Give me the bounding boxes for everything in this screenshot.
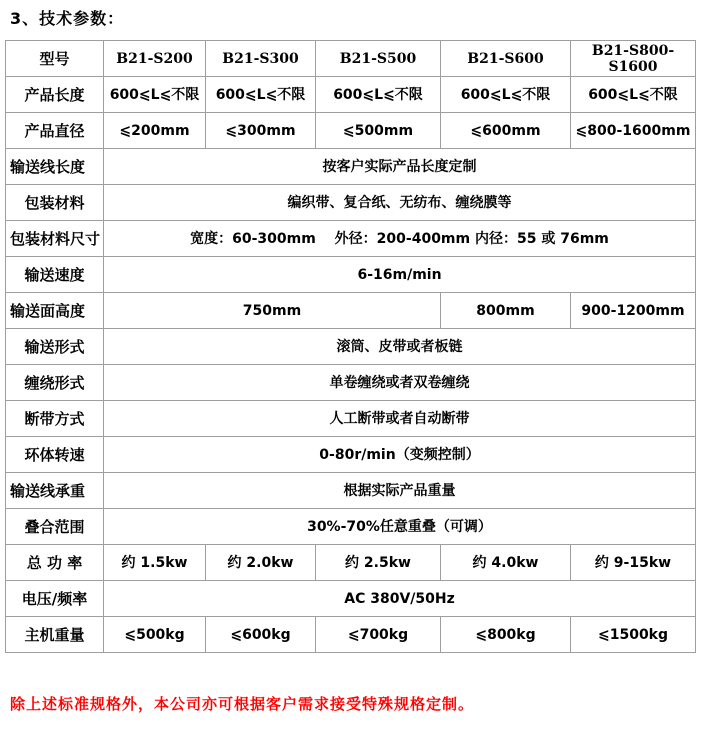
conveyor-length-value: 按客户实际产品长度定制 — [104, 149, 696, 185]
total-power-label: 总 功 率 — [6, 545, 104, 581]
table-row-surface-height — [6, 293, 696, 329]
table-row-conveyor-length — [6, 149, 696, 185]
voltage-label: 电压/频率 — [6, 581, 104, 617]
table-row-weight — [6, 617, 696, 653]
section-heading: 3、技术参数： — [10, 9, 125, 28]
weight-cell: ⩽800kg — [441, 617, 571, 653]
ring-speed-label: 环体转速 — [6, 437, 104, 473]
model-cell: B21-S200 — [104, 41, 206, 77]
model-cell: B21-S500 — [316, 41, 441, 77]
model-cell: B21-S600 — [441, 41, 571, 77]
product-diameter-cell: ⩽500mm — [316, 113, 441, 149]
model-label: 型号 — [6, 41, 104, 77]
weight-label: 主机重量 — [6, 617, 104, 653]
total-power-cell: 约 2.0kw — [206, 545, 316, 581]
spec-table — [5, 40, 696, 653]
wrap-type-label: 缠绕形式 — [6, 365, 104, 401]
table-row-overlap-range — [6, 509, 696, 545]
total-power-cell: 约 1.5kw — [104, 545, 206, 581]
conveyor-load-label: 输送线承重 — [6, 473, 104, 509]
ring-speed-value: 0-80r/min（变频控制） — [104, 437, 696, 473]
surface-height-label: 输送面高度 — [6, 293, 104, 329]
table-row-model — [6, 41, 696, 77]
weight-cell: ⩽600kg — [206, 617, 316, 653]
surface-height-cell: 750mm — [104, 293, 441, 329]
conveyor-length-label: 输送线长度 — [6, 149, 104, 185]
wrap-type-value: 单卷缠绕或者双卷缠绕 — [104, 365, 696, 401]
weight-cell: ⩽500kg — [104, 617, 206, 653]
total-power-cell: 约 4.0kw — [441, 545, 571, 581]
conveyor-type-value: 滚筒、皮带或者板链 — [104, 329, 696, 365]
surface-height-cell: 800mm — [441, 293, 571, 329]
cut-method-value: 人工断带或者自动断带 — [104, 401, 696, 437]
total-power-cell: 约 2.5kw — [316, 545, 441, 581]
model-cell: B21-S300 — [206, 41, 316, 77]
cut-method-label: 断带方式 — [6, 401, 104, 437]
conveyor-type-label: 输送形式 — [6, 329, 104, 365]
table-row-conveyor-speed — [6, 257, 696, 293]
voltage-value: AC 380V/50Hz — [104, 581, 696, 617]
conveyor-speed-value: 6-16m/min — [104, 257, 696, 293]
overlap-range-value: 30%-70%任意重叠（可调） — [104, 509, 696, 545]
table-row-packing-material — [6, 185, 696, 221]
table-row-ring-speed — [6, 437, 696, 473]
table-row-total-power — [6, 545, 696, 581]
surface-height-cell: 900-1200mm — [571, 293, 696, 329]
product-length-cell: 600⩽L⩽不限 — [441, 77, 571, 113]
table-row-packing-size — [6, 221, 696, 257]
table-row-conveyor-load — [6, 473, 696, 509]
table-row-product-diameter — [6, 113, 696, 149]
product-diameter-label: 产品直径 — [6, 113, 104, 149]
product-length-cell: 600⩽L⩽不限 — [571, 77, 696, 113]
packing-size-label: 包装材料尺寸 — [6, 221, 104, 257]
table-row-conveyor-type — [6, 329, 696, 365]
custom-spec-note: 除上述标准规格外，本公司亦可根据客户需求接受特殊规格定制。 — [10, 695, 475, 713]
model-cell: B21-S800-S1600 — [571, 41, 696, 77]
product-diameter-cell: ⩽200mm — [104, 113, 206, 149]
packing-material-value: 编织带、复合纸、无纺布、缠绕膜等 — [104, 185, 696, 221]
conveyor-speed-label: 输送速度 — [6, 257, 104, 293]
table-row-voltage — [6, 581, 696, 617]
conveyor-load-value: 根据实际产品重量 — [104, 473, 696, 509]
product-length-label: 产品长度 — [6, 77, 104, 113]
table-row-product-length — [6, 77, 696, 113]
weight-cell: ⩽700kg — [316, 617, 441, 653]
product-length-cell: 600⩽L⩽不限 — [104, 77, 206, 113]
packing-size-value: 宽度：60-300mm 外径：200-400mm 内径：55 或 76mm — [104, 221, 696, 257]
product-diameter-cell: ⩽600mm — [441, 113, 571, 149]
table-row-cut-method — [6, 401, 696, 437]
product-diameter-cell: ⩽800-1600mm — [571, 113, 696, 149]
product-length-cell: 600⩽L⩽不限 — [206, 77, 316, 113]
overlap-range-label: 叠合范围 — [6, 509, 104, 545]
packing-material-label: 包装材料 — [6, 185, 104, 221]
product-diameter-cell: ⩽300mm — [206, 113, 316, 149]
product-length-cell: 600⩽L⩽不限 — [316, 77, 441, 113]
table-row-wrap-type — [6, 365, 696, 401]
weight-cell: ⩽1500kg — [571, 617, 696, 653]
total-power-cell: 约 9-15kw — [571, 545, 696, 581]
